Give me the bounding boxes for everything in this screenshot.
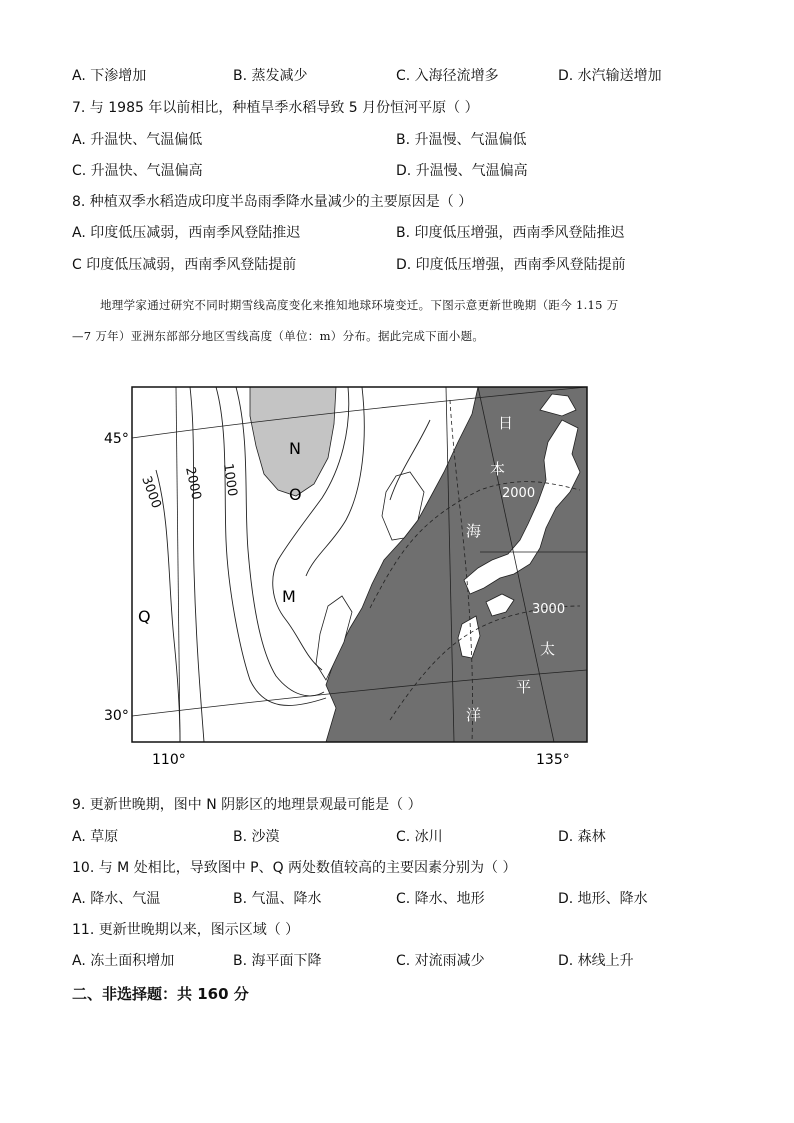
label-ping: 平 [516, 678, 532, 696]
contour-2000-right-label: 2000 [502, 486, 536, 501]
label-o: O [289, 485, 302, 504]
label-q: Q [138, 607, 151, 626]
q7-option-c: C. 升温快、气温偏高 [72, 163, 203, 179]
label-hai: 海 [466, 522, 482, 540]
intro-line-2: —7 万年）亚洲东部部分地区雪线高度（单位：m）分布。据此完成下面小题。 [72, 329, 485, 343]
q10-option-a: A. 降水、气温 [72, 891, 161, 907]
q10-option-c: C. 降水、地形 [396, 891, 485, 907]
q9-option-d: D. 森林 [558, 829, 606, 845]
q8-option-a: A. 印度低压减弱，西南季风登陆推迟 [72, 225, 301, 241]
q10-stem: 10. 与 M 处相比，导致图中 P、Q 两处数值较高的主要因素分别为（ ） [72, 860, 517, 876]
q9-stem: 9. 更新世晚期，图中 N 阴影区的地理景观最可能是（ ） [72, 797, 422, 813]
contour-2000-left-label: 2000 [182, 465, 204, 502]
q8-option-b: B. 印度低压增强，西南季风登陆推迟 [396, 225, 625, 241]
q9-option-c: C. 冰川 [396, 829, 443, 845]
q7-option-d: D. 升温慢、气温偏高 [396, 163, 528, 179]
q6-option-b: B. 蒸发减少 [233, 68, 308, 84]
q7-option-b: B. 升温慢、气温偏低 [396, 132, 527, 148]
lon-135-label: 135° [536, 752, 570, 768]
label-yang: 洋 [466, 706, 482, 724]
q8-stem: 8. 种植双季水稻造成印度半岛雨季降水量减少的主要原因是（ ） [72, 194, 473, 210]
label-tai: 太 [540, 640, 556, 658]
snowline-map [100, 380, 600, 775]
lat-45-label: 45° [104, 431, 129, 447]
label-ri: 日 [498, 414, 514, 432]
q11-option-d: D. 林线上升 [558, 953, 634, 969]
q6-option-d: D. 水汽输送增加 [558, 68, 662, 84]
q8-option-c: C 印度低压减弱，西南季风登陆提前 [72, 257, 297, 273]
lon-110-label: 110° [152, 752, 186, 768]
label-ben: 本 [490, 460, 506, 478]
section-2-heading: 二、非选择题：共 160 分 [72, 985, 249, 1003]
q8-option-d: D. 印度低压增强，西南季风登陆提前 [396, 257, 626, 273]
q9-option-a: A. 草原 [72, 829, 119, 845]
q10-option-d: D. 地形、降水 [558, 891, 648, 907]
q6-option-a: A. 下渗增加 [72, 68, 147, 84]
lat-30-label: 30° [104, 708, 129, 724]
q11-stem: 11. 更新世晚期以来，图示区域（ ） [72, 922, 300, 938]
q11-option-b: B. 海平面下降 [233, 953, 322, 969]
contour-3000-left-label: 3000 [138, 474, 164, 511]
label-m: M [282, 587, 296, 606]
q6-option-c: C. 入海径流增多 [396, 68, 499, 84]
q11-option-a: A. 冻土面积增加 [72, 953, 175, 969]
q7-option-a: A. 升温快、气温偏低 [72, 132, 203, 148]
q9-option-b: B. 沙漠 [233, 829, 280, 845]
intro-line-1: 地理学家通过研究不同时期雪线高度变化来推知地球环境变迁。下图示意更新世晚期（距今 1.15 万 [100, 298, 619, 312]
contour-1000-label: 1000 [220, 462, 240, 498]
q11-option-c: C. 对流雨减少 [396, 953, 485, 969]
q7-stem: 7. 与 1985 年以前相比，种植旱季水稻导致 5 月份恒河平原（ ） [72, 100, 479, 116]
contour-3000-right-label: 3000 [532, 602, 566, 617]
q10-option-b: B. 气温、降水 [233, 891, 322, 907]
label-n: N [289, 439, 301, 458]
